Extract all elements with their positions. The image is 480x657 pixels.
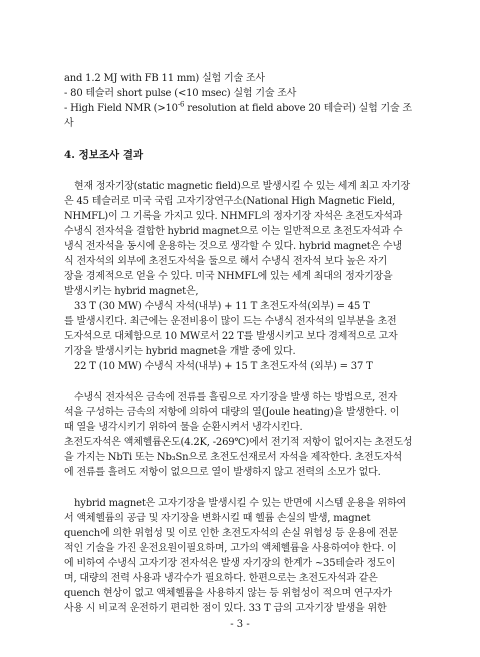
paragraph-line: 수냉식 전자석을 결합한 hybrid magnet으로 이는 일반적으로 초전도자석과 수	[64, 226, 403, 237]
text-segment: resolution at field above 20 테슬러) 실험 기술 조	[184, 103, 412, 114]
text-line: - 80 테슬러 short pulse (<10 msec) 실험 기술 조사	[64, 88, 297, 99]
paragraph-line: 에 전류를 흘려도 저항이 없으므로 열이 발생하지 않고 전력의 소모가 없다.	[64, 467, 381, 478]
text-line: and 1.2 MJ with FB 11 mm) 실험 기술 조사	[64, 73, 265, 84]
page-number: - 3 -	[230, 619, 250, 630]
paragraph-line: 현재 정자기장(static magnetic field)으로 발생시킬 수 있는 세계 최고 자기장	[74, 181, 410, 192]
text-segment: - High Field NMR (>10	[64, 103, 178, 114]
paragraph-line: 발생시키는 hybrid magnet은,	[64, 286, 199, 297]
paragraph-line: 도자석으로 대체함으로 10 MW로서 22 T를 발생시키고 보다 경제적으로 고자	[64, 331, 398, 342]
paragraph-line: 을 가지는 NbTi 또는 Nb₃Sn으로 초전도선재로서 자석을 제작한다. 초전도자석	[64, 452, 402, 463]
paragraph-line: 서 액체헬륨의 공급 및 자기장을 변화시킬 때 헬륨 손실의 발생, magnet	[64, 513, 371, 524]
paragraph-line: 때 열을 냉각시키기 위하여 물을 순환시켜서 냉각시킨다.	[64, 422, 303, 433]
paragraph-line: quench에 의한 위험성 및 이로 인한 초전도자석의 손실 위험성 등 운용에 전문	[64, 528, 398, 539]
paragraph-line: 석을 구성하는 금속의 저항에 의하여 대량의 열(Joule heating)을 발생한다. 이	[64, 407, 400, 418]
paragraph-line: 기장을 발생시키는 hybrid magnet을 개발 중에 있다.	[64, 346, 296, 357]
paragraph-line: 장을 경제적으로 얻을 수 있다. 미국 NHMFL에 있는 세계 최대의 정자기장을	[64, 271, 393, 282]
paragraph-line: 식 전자석의 외부에 초전도자석을 둘으로 해서 수냉식 전자석 보다 높은 자기	[64, 256, 388, 267]
text-line: 사	[64, 118, 74, 129]
text-line-nmr	[64, 102, 420, 115]
paragraph-line: 은 45 테슬러로 미국 국립 고자기장연구소(National High Magnetic Field,	[64, 196, 395, 207]
section-heading: 4. 정보조사 결과	[64, 149, 144, 161]
formula-line: 22 T (10 MW) 수냉식 자석(내부) + 15 T 초전도자석 (외부) = 37 T	[74, 361, 373, 372]
formula-line: 33 T (30 MW) 수냉식 자석(내부) + 11 T 초전도자석(외부) = 45 T	[74, 301, 370, 312]
paragraph-line: 며, 대량의 전력 사용과 냉각수가 필요하다. 한편으로는 초전도자석과 같은	[64, 573, 378, 584]
paragraph-line: 를 발생시킨다. 최근에는 운전비용이 많이 드는 수냉식 전자석의 일부분을 초전	[64, 316, 397, 327]
paragraph-line: 사용 시 비교적 운전하기 편리한 점이 있다. 33 T 급의 고자기장 발생을 위한	[64, 603, 387, 614]
paragraph-line: 적인 기술을 가진 운전요원이필요하며, 고가의 액체헬륨을 사용하여야 한다. 이	[64, 543, 397, 554]
paragraph-line: quench 현상이 없고 액체헬륨을 사용하지 않는 등 위험성이 적으며 연구자가	[64, 588, 392, 599]
paragraph-line: 수냉식 전자석은 금속에 전류를 흘림으로 자기장을 발생 하는 방법으로, 전자	[74, 392, 398, 403]
paragraph-line: 초전도자석은 액체헬륨온도(4.2K, -269℃)에서 전기적 저항이 없어지는 초전도성	[64, 437, 413, 448]
paragraph-line: 에 비하여 수냉식 고자기장 전자석은 발생 자기장의 한계가 ~35테슬라 정도이	[64, 558, 396, 569]
superscript: -6	[177, 100, 185, 109]
paragraph-line: NHMFL)이 그 기록을 가지고 있다. NHMFL의 정자기장 자석은 초전도자석과	[64, 211, 403, 222]
paragraph-line: hybrid magnet은 고자기장을 발생시킬 수 있는 반면에 시스템 운용을 위하여	[74, 498, 407, 509]
paragraph-line: 냉식 전자석을 동시에 운용하는 것으로 생각할 수 있다. hybrid magnet은 수냉	[64, 241, 402, 252]
